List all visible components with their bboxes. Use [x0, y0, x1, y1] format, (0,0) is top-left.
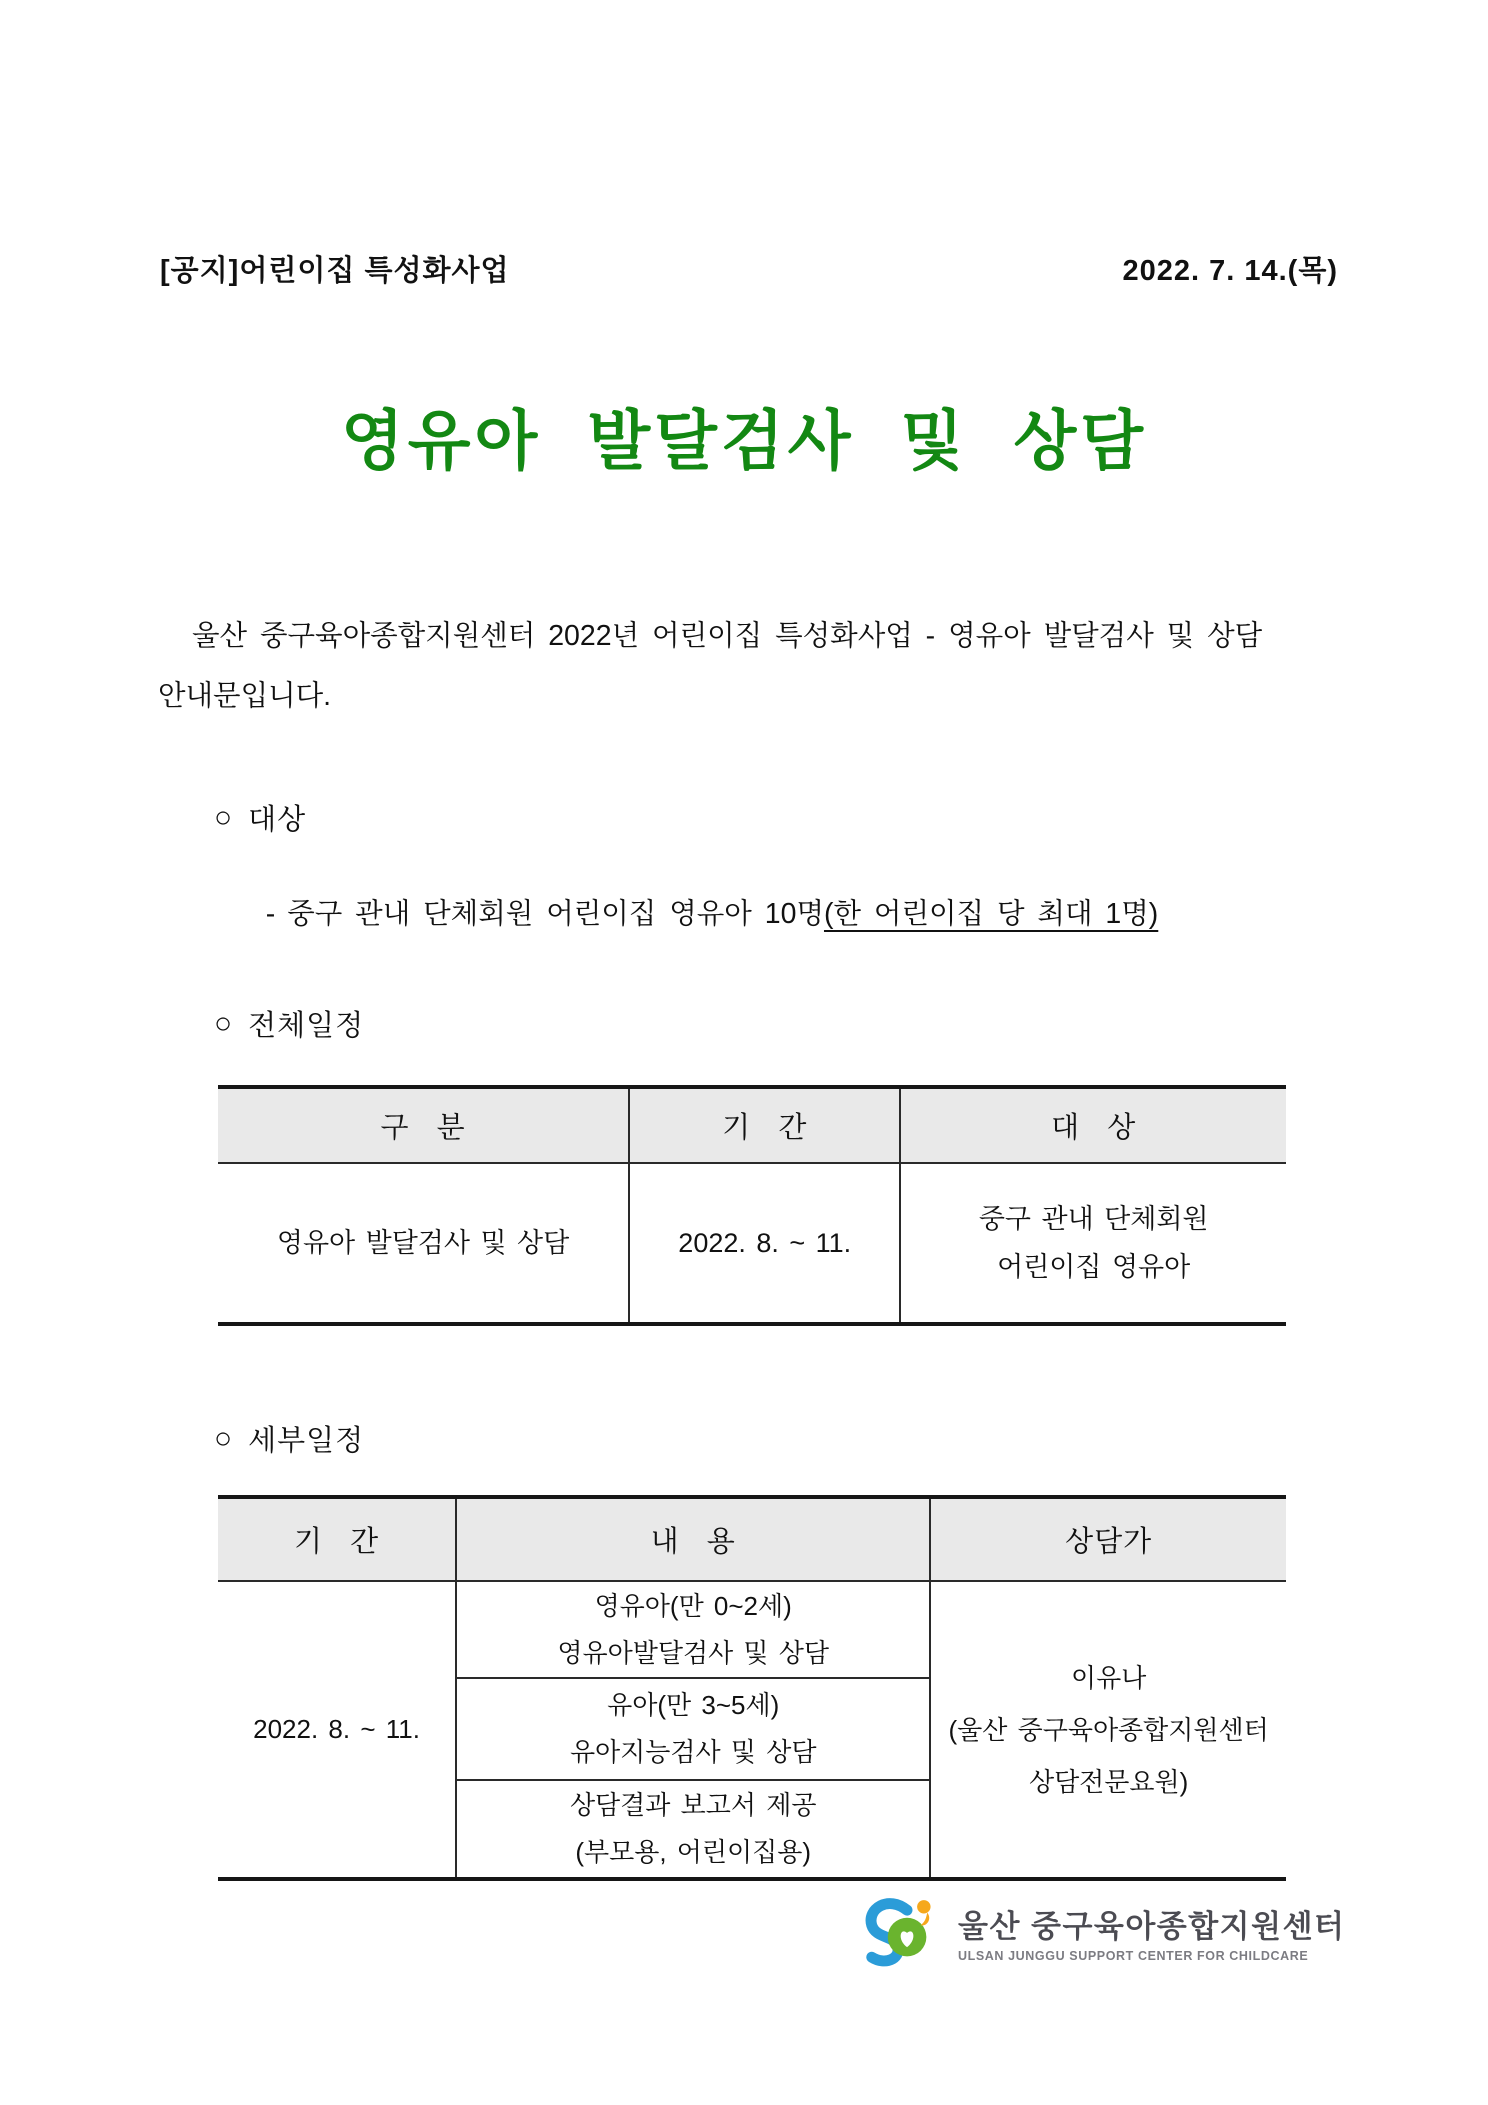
content-row2-line2: 유아지능검사 및 상담 — [569, 1737, 817, 1767]
content-row1-line2: 영유아발달검사 및 상담 — [557, 1637, 829, 1668]
detail-schedule-table — [218, 1495, 1286, 1881]
circle-bullet-icon: ○ — [214, 1006, 233, 1040]
footer — [860, 1890, 1345, 1974]
table-header-gubun: 구 분 — [218, 1089, 628, 1164]
intro-paragraph — [158, 606, 1368, 726]
table-header-gigan: 기 간 — [218, 1499, 455, 1582]
target-item-underlined: (한 어린이집 당 최대 1명) — [823, 898, 1159, 930]
table-cell-content-row1 — [455, 1582, 929, 1679]
counselor-line2: (울산 중구육아종합지원센터 — [948, 1714, 1269, 1745]
counselor-line1: 이유나 — [1070, 1662, 1147, 1693]
intro-line-1: 울산 중구육아종합지원센터 2022년 어린이집 특성화사업 - 영유아 발달검사 및 상담 — [192, 620, 1263, 652]
counselor-line3: 상담전문요원) — [1028, 1766, 1189, 1797]
table-header-gigan: 기 간 — [628, 1089, 899, 1164]
footer-org-text — [958, 1901, 1345, 1963]
target-item-text: 중구 관내 단체회원 어린이집 영유아 10명 — [287, 898, 824, 930]
notice-category-label: [공지]어린이집 특성화사업 — [160, 255, 510, 287]
intro-line-2: 안내문입니다. — [158, 680, 332, 712]
table-cell-period: 2022. 8. ~ 11. — [253, 1714, 420, 1744]
meta-row — [160, 248, 1338, 289]
dash-bullet: - — [265, 898, 276, 930]
content-row3-line2: (부모용, 어린이집용) — [575, 1837, 812, 1867]
table-cell-gubun: 영유아 발달검사 및 상담 — [276, 1228, 570, 1258]
table-cell-content-row2 — [455, 1679, 929, 1781]
section-heading-target — [214, 797, 306, 838]
table-cell-daesang-line2: 어린이집 영유아 — [997, 1252, 1191, 1282]
section-heading-target-label: 대상 — [248, 804, 307, 836]
org-name-korean: 울산 중구육아종합지원센터 — [958, 1909, 1346, 1944]
org-name-english: ULSAN JUNGGU SUPPORT CENTER FOR CHILDCARE — [958, 1949, 1309, 1963]
content-row1-line1: 영유아(만 0~2세) — [594, 1590, 792, 1621]
page-title: 영유아 발달검사 및 상담 — [340, 404, 1148, 477]
content-row3-line1: 상담결과 보고서 제공 — [569, 1790, 817, 1820]
circle-bullet-icon: ○ — [214, 800, 233, 834]
table-header-counselor: 상담가 — [929, 1499, 1286, 1582]
content-row2-line1: 유아(만 3~5세) — [607, 1690, 780, 1720]
table-header-naeyong: 내 용 — [455, 1499, 929, 1582]
notice-date: 2022. 7. 14.(목) — [1122, 255, 1338, 287]
table-cell-gigan: 2022. 8. ~ 11. — [628, 1164, 899, 1322]
section-heading-detail-schedule — [214, 1418, 364, 1459]
circle-bullet-icon: ○ — [214, 1421, 233, 1455]
section-heading-overall-label: 전체일정 — [248, 1010, 365, 1042]
ulsan-junggu-childcare-logo-icon — [860, 1890, 944, 1974]
table-cell-counselor — [929, 1582, 1286, 1877]
section-heading-overall-schedule — [214, 1003, 364, 1044]
section-heading-detail-label: 세부일정 — [248, 1425, 365, 1457]
table-cell-daesang — [899, 1164, 1286, 1322]
table-header-daesang: 대 상 — [899, 1089, 1286, 1164]
table-cell-daesang-line1: 중구 관내 단체회원 — [978, 1204, 1209, 1234]
table-cell-content-row3 — [455, 1781, 929, 1877]
target-item — [214, 858, 1158, 965]
overall-schedule-table — [218, 1085, 1286, 1326]
